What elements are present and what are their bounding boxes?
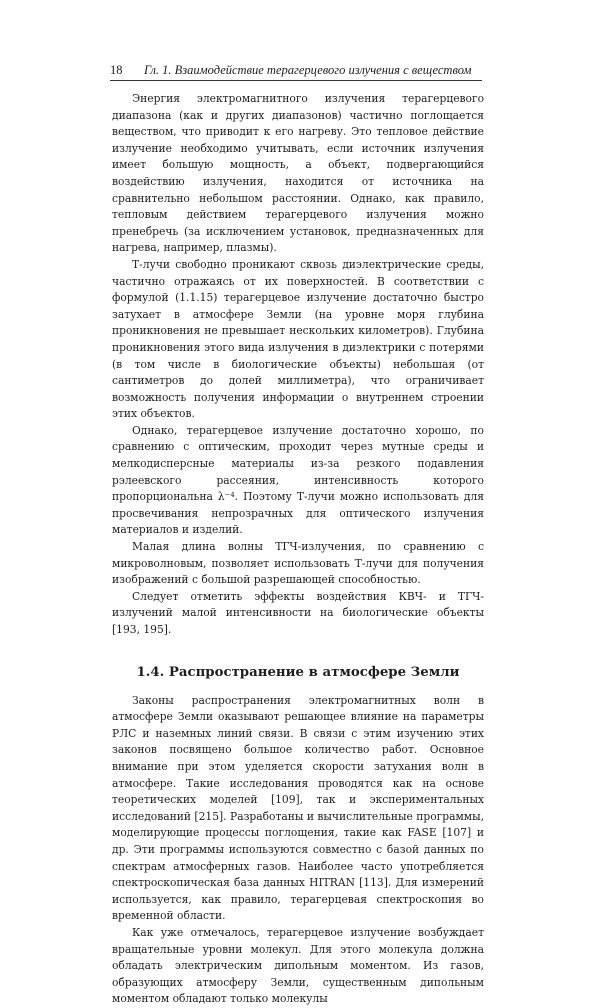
running-title: Гл. 1. Взаимодействие терагерцевого излучения с веществом	[144, 63, 472, 77]
paragraph-rotational-levels: Как уже отмечалось, терагерцевое излучение возбуждает вращательные уровни молекул. Для этого молекула должна обладать электрическим дипольным моментом. Из газов, образующих атмосферу Земли, существенным дипольным моментом обладают только молекулы	[112, 925, 484, 1006]
page-body	[112, 91, 484, 1008]
paragraph-scattering: Однако, терагерцевое излучение достаточно хорошо, по сравнению с оптическим, проходит через мутные среды и мелкодисперсные материалы из-за резкого подавления рэлеевского рассеяния, интенсивность которого пропорциональна λ⁻⁴. Поэтому Т-лучи можно использовать для просвечивания непрозрачных для оптического излучения материалов и изделий.	[112, 423, 484, 537]
page-number: 18	[110, 63, 123, 77]
paragraph-propagation-laws: Законы распространения электромагнитных волн в атмосфере Земли оказывают решающее влияние на параметры РЛС и наземных линий связи. В связи с этим изучению этих законов посвящено большое количество работ. Основное внимание при этом уделяется скорости затухания волн в атмосфере. Такие исследования проводятся как на основе теоретических моделей [109], так и экспериментальных исследований [215]. Разработаны и вычислительные программы, моделирующие процессы поглощения, такие как FASE [107] и др. Эти программы используются совместно с базой данных по спектрам атмосферных газов. Наиболее часто употребляется спектроскопическая база данных HITRAN [113]. Для измерений используется, как правило, терагерцевая спектроскопия во временной области.	[112, 693, 484, 923]
paragraph-heating: Энергия электромагнитного излучения терагерцевого диапазона (как и других диапазонов) частично поглощается веществом, что приводит к его нагреву. Это тепловое действие излучение необходимо учитывать, если источник излучения имеет большую мощность, а объект, подвергающийся воздействию излучения, находится от источника на сравнительно небольшом расстоянии. Однако, как правило, тепловым действием терагерцевого излучения можно пренебречь (за исключением установок, предназначенных для нагрева, например, плазмы).	[112, 92, 484, 255]
paragraph-resolution: Малая длина волны ТГЧ-излучения, по сравнению с микроволновым, позволяет использовать Т-лучи для получения изображений с большой разрешающей способностью.	[112, 540, 484, 587]
paragraph-penetration: Т-лучи свободно проникают сквозь диэлектрические среды, частично отражаясь от их поверхностей. В соответствии с формулой (1.1.15) терагерцевое излучение достаточно быстро затухает в атмосфере Земли (на уровне моря глубина проникновения не превышает нескольких километров). Глубина проникновения этого вида излучения в диэлектрики с потерями (в том числе в биологические объекты) небольшая (от сантиметров до долей миллиметра), что ограничивает возможность получения информации о внутреннем строении этих объектов.	[112, 257, 484, 421]
running-header	[110, 60, 482, 81]
section-heading: 1.4. Распространение в атмосфере Земли	[136, 664, 460, 680]
paragraph-biological-effects: Следует отметить эффекты воздействия КВЧ- и ТГЧ-излучений малой интенсивности на биологические объекты [193, 195].	[112, 589, 484, 636]
